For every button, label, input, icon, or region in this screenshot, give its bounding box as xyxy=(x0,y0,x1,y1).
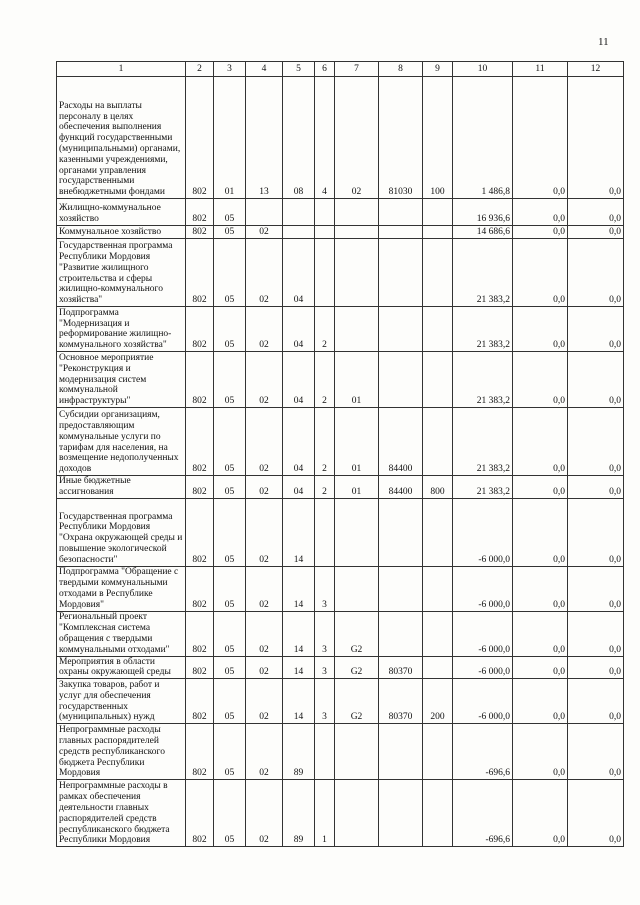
code-program xyxy=(283,199,315,226)
code-program: 14 xyxy=(283,566,315,611)
table-row xyxy=(57,611,624,656)
row-name: Подпрограмма "Обращение с твердыми коммунальными отходами в Республике Мордовия" xyxy=(57,566,186,611)
row-name: Региональный проект "Комплексная система обращения с твердыми коммунальными отходами" xyxy=(57,611,186,656)
code-subsection: 02 xyxy=(246,476,283,499)
amount-year-3: 0,0 xyxy=(568,77,624,199)
amount-year-3: 0,0 xyxy=(568,476,624,499)
code-subsection: 02 xyxy=(246,226,283,239)
table-row xyxy=(57,408,624,476)
code-subprogram xyxy=(315,199,335,226)
code-section: 05 xyxy=(214,307,246,352)
code-expense-type: 100 xyxy=(423,77,453,199)
row-name: Жилищно-коммунальное хозяйство xyxy=(57,199,186,226)
code-section: 05 xyxy=(214,679,246,724)
amount-year-3: 0,0 xyxy=(568,408,624,476)
budget-table xyxy=(56,61,624,847)
code-section: 05 xyxy=(214,780,246,847)
code-event: 01 xyxy=(335,476,379,499)
code-subprogram: 4 xyxy=(315,77,335,199)
amount-year-3: 0,0 xyxy=(568,566,624,611)
row-name: Коммунальное хозяйство xyxy=(57,226,186,239)
code-subsection: 02 xyxy=(246,679,283,724)
row-name: Государственная программа Республики Мордовия "Развитие жилищного строительства и сферы жилищно-коммунального хозяйства" xyxy=(57,239,186,307)
column-header: 10 xyxy=(453,62,513,77)
code-ministry: 802 xyxy=(186,566,214,611)
column-header: 6 xyxy=(315,62,335,77)
amount-change: -6 000,0 xyxy=(453,656,513,679)
amount-change: 21 383,2 xyxy=(453,476,513,499)
code-subprogram xyxy=(315,498,335,566)
code-subprogram: 1 xyxy=(315,780,335,847)
code-program: 08 xyxy=(283,77,315,199)
column-header: 3 xyxy=(214,62,246,77)
code-expense-type xyxy=(423,611,453,656)
code-ministry: 802 xyxy=(186,611,214,656)
table-row xyxy=(57,199,624,226)
code-expense-type: 200 xyxy=(423,679,453,724)
amount-change: 21 383,2 xyxy=(453,352,513,408)
amount-change: -6 000,0 xyxy=(453,679,513,724)
code-expense-type xyxy=(423,724,453,780)
amount-change: -6 000,0 xyxy=(453,566,513,611)
code-ministry: 802 xyxy=(186,408,214,476)
amount-year-2: 0,0 xyxy=(513,476,568,499)
code-expense-type xyxy=(423,566,453,611)
amount-change: -696,6 xyxy=(453,780,513,847)
code-ministry: 802 xyxy=(186,239,214,307)
code-subsection: 02 xyxy=(246,307,283,352)
code-direction xyxy=(379,780,423,847)
code-program: 89 xyxy=(283,724,315,780)
code-section: 05 xyxy=(214,611,246,656)
amount-change: 14 686,6 xyxy=(453,226,513,239)
table-row xyxy=(57,566,624,611)
row-name: Подпрограмма "Модернизация и реформирование жилищно-коммунального хозяйства" xyxy=(57,307,186,352)
code-direction xyxy=(379,307,423,352)
code-program: 04 xyxy=(283,476,315,499)
code-direction xyxy=(379,566,423,611)
code-event xyxy=(335,566,379,611)
code-event: 01 xyxy=(335,408,379,476)
code-ministry: 802 xyxy=(186,352,214,408)
code-ministry: 802 xyxy=(186,226,214,239)
code-direction xyxy=(379,352,423,408)
code-direction xyxy=(379,498,423,566)
code-section: 05 xyxy=(214,199,246,226)
column-header: 11 xyxy=(513,62,568,77)
code-subprogram: 2 xyxy=(315,476,335,499)
code-subprogram: 3 xyxy=(315,566,335,611)
amount-change: 21 383,2 xyxy=(453,408,513,476)
code-expense-type xyxy=(423,239,453,307)
column-header: 9 xyxy=(423,62,453,77)
code-direction xyxy=(379,199,423,226)
code-program: 04 xyxy=(283,239,315,307)
code-subprogram: 2 xyxy=(315,307,335,352)
column-header: 5 xyxy=(283,62,315,77)
column-header: 8 xyxy=(379,62,423,77)
table-row xyxy=(57,679,624,724)
column-header: 2 xyxy=(186,62,214,77)
row-name: Непрограммные расходы главных распорядителей средств республиканского бюджета Республики Мордовия xyxy=(57,724,186,780)
code-section: 01 xyxy=(214,77,246,199)
amount-year-3: 0,0 xyxy=(568,199,624,226)
amount-year-2: 0,0 xyxy=(513,226,568,239)
code-ministry: 802 xyxy=(186,199,214,226)
column-header: 7 xyxy=(335,62,379,77)
table-row xyxy=(57,498,624,566)
code-event: G2 xyxy=(335,611,379,656)
amount-year-3: 0,0 xyxy=(568,780,624,847)
code-program: 14 xyxy=(283,611,315,656)
code-ministry: 802 xyxy=(186,476,214,499)
code-event: G2 xyxy=(335,656,379,679)
row-name: Непрограммные расходы в рамках обеспечения деятельности главных распорядителей средств республиканского бюджета Республики Мордовия xyxy=(57,780,186,847)
code-subprogram: 3 xyxy=(315,611,335,656)
row-name: Мероприятия в области охраны окружающей среды xyxy=(57,656,186,679)
amount-year-3: 0,0 xyxy=(568,226,624,239)
amount-year-3: 0,0 xyxy=(568,611,624,656)
page-number: 11 xyxy=(598,36,609,48)
amount-year-2: 0,0 xyxy=(513,780,568,847)
column-header: 4 xyxy=(246,62,283,77)
code-ministry: 802 xyxy=(186,498,214,566)
code-program: 14 xyxy=(283,498,315,566)
code-subprogram: 3 xyxy=(315,679,335,724)
code-expense-type xyxy=(423,498,453,566)
code-subsection: 02 xyxy=(246,780,283,847)
code-subsection: 02 xyxy=(246,566,283,611)
amount-year-3: 0,0 xyxy=(568,239,624,307)
code-section: 05 xyxy=(214,656,246,679)
row-name: Расходы на выплаты персоналу в целях обеспечения выполнения функций государственными (муниципальными) органами, казенными учреждениями, органами управления государственными внебюджетными фондами xyxy=(57,77,186,199)
amount-year-3: 0,0 xyxy=(568,656,624,679)
amount-year-2: 0,0 xyxy=(513,724,568,780)
code-section: 05 xyxy=(214,724,246,780)
code-subsection xyxy=(246,199,283,226)
code-program: 04 xyxy=(283,307,315,352)
table-row xyxy=(57,724,624,780)
code-section: 05 xyxy=(214,566,246,611)
header-row xyxy=(57,62,624,77)
code-ministry: 802 xyxy=(186,307,214,352)
amount-change: -696,6 xyxy=(453,724,513,780)
code-subsection: 02 xyxy=(246,656,283,679)
table-row xyxy=(57,656,624,679)
code-direction: 81030 xyxy=(379,77,423,199)
amount-year-2: 0,0 xyxy=(513,239,568,307)
code-section: 05 xyxy=(214,226,246,239)
code-event xyxy=(335,724,379,780)
amount-year-2: 0,0 xyxy=(513,611,568,656)
code-ministry: 802 xyxy=(186,780,214,847)
code-expense-type xyxy=(423,780,453,847)
code-direction: 80370 xyxy=(379,679,423,724)
amount-year-3: 0,0 xyxy=(568,307,624,352)
amount-year-2: 0,0 xyxy=(513,566,568,611)
code-expense-type xyxy=(423,408,453,476)
code-subsection: 02 xyxy=(246,611,283,656)
code-direction xyxy=(379,239,423,307)
code-event: 01 xyxy=(335,352,379,408)
table-row xyxy=(57,476,624,499)
code-ministry: 802 xyxy=(186,679,214,724)
code-direction xyxy=(379,724,423,780)
code-event: 02 xyxy=(335,77,379,199)
code-event xyxy=(335,199,379,226)
code-section: 05 xyxy=(214,239,246,307)
amount-year-2: 0,0 xyxy=(513,656,568,679)
amount-change: 16 936,6 xyxy=(453,199,513,226)
table-row xyxy=(57,352,624,408)
code-program: 04 xyxy=(283,408,315,476)
code-program: 04 xyxy=(283,352,315,408)
code-expense-type: 800 xyxy=(423,476,453,499)
amount-change: 21 383,2 xyxy=(453,239,513,307)
amount-year-3: 0,0 xyxy=(568,498,624,566)
code-event: G2 xyxy=(335,679,379,724)
code-event xyxy=(335,307,379,352)
amount-year-2: 0,0 xyxy=(513,408,568,476)
code-direction: 84400 xyxy=(379,476,423,499)
code-subprogram: 3 xyxy=(315,656,335,679)
column-header: 1 xyxy=(57,62,186,77)
amount-year-3: 0,0 xyxy=(568,724,624,780)
amount-year-2: 0,0 xyxy=(513,679,568,724)
row-name: Закупка товаров, работ и услуг для обеспечения государственных (муниципальных) нужд xyxy=(57,679,186,724)
code-subprogram xyxy=(315,724,335,780)
code-direction xyxy=(379,226,423,239)
code-section: 05 xyxy=(214,352,246,408)
amount-change: 21 383,2 xyxy=(453,307,513,352)
code-section: 05 xyxy=(214,408,246,476)
row-name: Государственная программа Республики Мордовия "Охрана окружающей среды и повышение экологической безопасности" xyxy=(57,498,186,566)
code-subprogram xyxy=(315,239,335,307)
table-row xyxy=(57,780,624,847)
code-event xyxy=(335,498,379,566)
code-subprogram: 2 xyxy=(315,352,335,408)
table-row xyxy=(57,77,624,199)
code-event xyxy=(335,226,379,239)
code-subprogram: 2 xyxy=(315,408,335,476)
table-row xyxy=(57,226,624,239)
code-direction: 84400 xyxy=(379,408,423,476)
code-program: 14 xyxy=(283,656,315,679)
code-section: 05 xyxy=(214,498,246,566)
amount-year-3: 0,0 xyxy=(568,679,624,724)
code-program xyxy=(283,226,315,239)
amount-year-2: 0,0 xyxy=(513,199,568,226)
row-name: Иные бюджетные ассигнования xyxy=(57,476,186,499)
code-program: 89 xyxy=(283,780,315,847)
code-expense-type xyxy=(423,199,453,226)
code-event xyxy=(335,780,379,847)
table-row xyxy=(57,239,624,307)
code-ministry: 802 xyxy=(186,724,214,780)
code-program: 14 xyxy=(283,679,315,724)
table-body xyxy=(57,77,624,847)
code-direction xyxy=(379,611,423,656)
code-expense-type xyxy=(423,226,453,239)
code-subsection: 02 xyxy=(246,352,283,408)
table-row xyxy=(57,307,624,352)
code-expense-type xyxy=(423,656,453,679)
column-header: 12 xyxy=(568,62,624,77)
code-subsection: 02 xyxy=(246,498,283,566)
code-ministry: 802 xyxy=(186,656,214,679)
code-subsection: 02 xyxy=(246,408,283,476)
code-expense-type xyxy=(423,352,453,408)
row-name: Субсидии организациям, предоставляющим коммунальные услуги по тарифам для населения, на возмещение недополученных доходов xyxy=(57,408,186,476)
amount-year-2: 0,0 xyxy=(513,498,568,566)
amount-change: 1 486,8 xyxy=(453,77,513,199)
code-subprogram xyxy=(315,226,335,239)
code-section: 05 xyxy=(214,476,246,499)
amount-year-2: 0,0 xyxy=(513,352,568,408)
code-subsection: 13 xyxy=(246,77,283,199)
row-name: Основное мероприятие "Реконструкция и модернизация систем коммунальной инфраструктуры" xyxy=(57,352,186,408)
code-subsection: 02 xyxy=(246,239,283,307)
amount-change: -6 000,0 xyxy=(453,498,513,566)
amount-year-2: 0,0 xyxy=(513,307,568,352)
code-ministry: 802 xyxy=(186,77,214,199)
code-expense-type xyxy=(423,307,453,352)
code-direction: 80370 xyxy=(379,656,423,679)
code-subsection: 02 xyxy=(246,724,283,780)
code-event xyxy=(335,239,379,307)
amount-year-3: 0,0 xyxy=(568,352,624,408)
amount-year-2: 0,0 xyxy=(513,77,568,199)
amount-change: -6 000,0 xyxy=(453,611,513,656)
